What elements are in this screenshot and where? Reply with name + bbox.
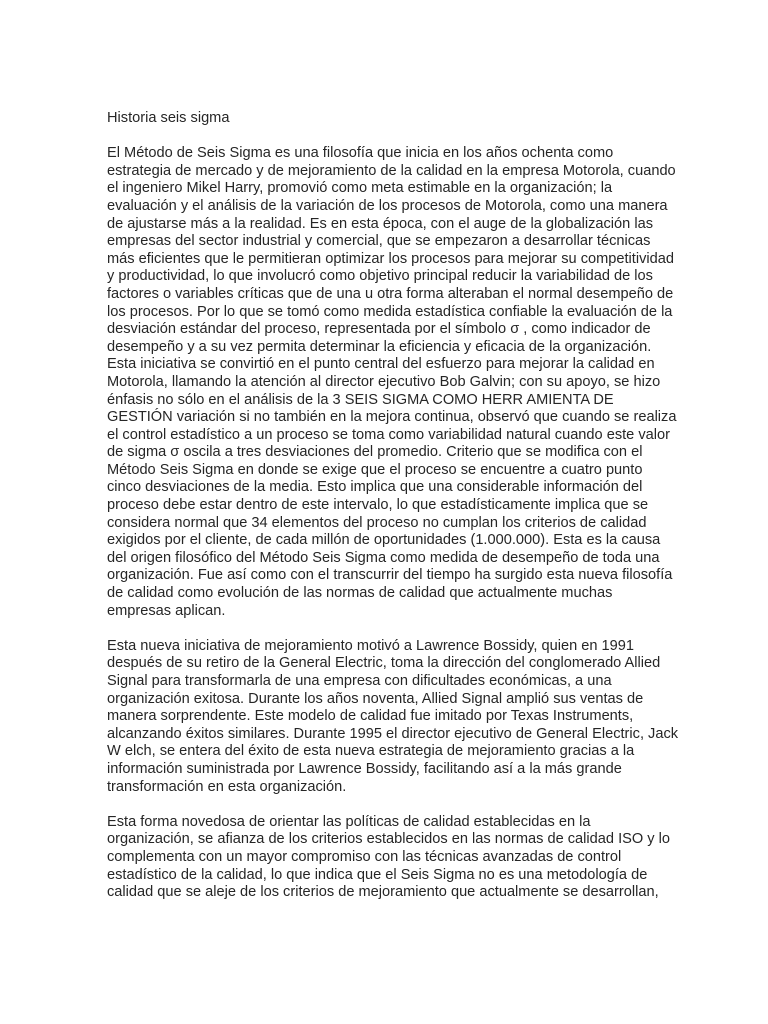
text-line: exigidos por el cliente, de cada millón de oportunidades (1.000.000). Esta es la causa bbox=[107, 532, 661, 549]
text-line: énfasis no sólo en el análisis de la 3 SEIS SIGMA COMO HERR AMIENTA DE bbox=[107, 391, 614, 408]
text-line: empresas aplican. bbox=[107, 602, 226, 619]
text-line: y productividad, lo que involucró como objetivo principal reducir la variabilidad de los bbox=[107, 268, 653, 285]
text-line: El Método de Seis Sigma es una filosofía que inicia en los años ochenta como bbox=[107, 145, 614, 162]
text-line: Esta forma novedosa de orientar las políticas de calidad establecidas en la bbox=[107, 813, 591, 830]
text-line: calidad que se aleje de los criterios de mejoramiento que actualmente se desarrollan, bbox=[107, 884, 659, 901]
text-line: Método Seis Sigma en donde se exige que el proceso se encuentre a cuatro punto bbox=[107, 461, 643, 478]
text-line: Esta iniciativa se convirtió en el punto central del esfuerzo para mejorar la calidad en bbox=[107, 356, 655, 373]
paragraph bbox=[107, 638, 697, 796]
text-line: de sigma σ oscila a tres desviaciones del promedio. Criterio que se modifica con el bbox=[107, 444, 643, 461]
document-body bbox=[107, 110, 697, 919]
text-line: estadístico de la calidad, lo que indica que el Seis Sigma no es una metodología de bbox=[107, 866, 648, 883]
text-line: complementa con un mayor compromiso con las técnicas avanzadas de control bbox=[107, 848, 622, 865]
text-line: manera sorprendente. Este modelo de calidad fue imitado por Texas Instruments, bbox=[107, 708, 634, 725]
paragraphs-container bbox=[107, 145, 697, 902]
text-line: evaluación y el análisis de la variación de los procesos de Motorola, como una manera bbox=[107, 197, 668, 214]
text-line: desempeño y a su vez permita determinar la eficiencia y eficacia de la organización. bbox=[107, 338, 652, 355]
text-line: considera normal que 34 elementos del proceso no cumplan los criterios de calidad bbox=[107, 514, 647, 531]
text-line: desviación estándar del proceso, representada por el símbolo σ , como indicador de bbox=[107, 321, 651, 338]
text-line: más eficientes que le permitieran optimizar los procesos para mejorar su competitividad bbox=[107, 250, 674, 267]
text-line: empresas del sector industrial y comercial, que se empezaron a desarrollar técnicas bbox=[107, 233, 651, 250]
text-line: organización exitosa. Durante los años noventa, Allied Signal amplió sus ventas de bbox=[107, 690, 644, 707]
text-line: información suministrada por Lawrence Bossidy, facilitando así a la más grande bbox=[107, 760, 622, 777]
text-line: proceso debe estar dentro de este intervalo, lo que estadísticamente implica que se bbox=[107, 497, 649, 514]
text-line: estrategia de mercado y de mejoramiento de la calidad en la empresa Motorola, cuando bbox=[107, 162, 676, 179]
text-line: alcanzando éxitos similares. Durante 1995 el director ejecutivo de General Electric, Jack bbox=[107, 725, 679, 742]
paragraph bbox=[107, 814, 697, 902]
document-title: Historia seis sigma bbox=[107, 110, 230, 126]
paragraph bbox=[107, 145, 697, 620]
text-line: Signal para transformarla de una empresa con dificultades económicas, a una bbox=[107, 673, 612, 689]
text-line: del origen filosófico del Método Seis Sigma como medida de desempeño de toda una bbox=[107, 549, 660, 566]
text-line: organización, se afianza de los criterios establecidos en las normas de calidad ISO y lo bbox=[107, 831, 670, 848]
text-line: organización. Fue así como con el transcurrir del tiempo ha surgido esta nueva filosofía bbox=[107, 567, 673, 584]
text-line: de calidad como evolución de las normas de calidad que actualmente muchas bbox=[107, 585, 613, 602]
text-line: el ingeniero Mikel Harry, promovió como meta estimable en la organización; la bbox=[107, 180, 613, 197]
text-line: Motorola, llamando la atención al director ejecutivo Bob Galvin; con su apoyo, se hizo bbox=[107, 373, 661, 390]
text-line: W elch, se entera del éxito de esta nueva estrategia de mejoramiento gracias a la bbox=[107, 743, 635, 760]
text-line: transformación en esta organización. bbox=[107, 778, 347, 795]
text-line: GESTIÓN variación si no también en la mejora continua, observó que cuando se realiza bbox=[107, 409, 677, 426]
text-line: de ajustarse más a la realidad. Es en esta época, con el auge de la globalización las bbox=[107, 215, 653, 232]
text-line: cinco desviaciones de la media. Esto implica que una considerable información del bbox=[107, 479, 643, 496]
text-line: factores o variables críticas que de una u otra forma alteraban el normal desempeño de bbox=[107, 285, 674, 302]
text-line: después de su retiro de la General Electric, toma la dirección del conglomerado Allied bbox=[107, 655, 661, 672]
text-line: Esta nueva iniciativa de mejoramiento motivó a Lawrence Bossidy, quien en 1991 bbox=[107, 637, 635, 654]
text-line: los procesos. Por lo que se tomó como medida estadística confiable la evaluación de la bbox=[107, 303, 673, 320]
text-line: el control estadístico a un proceso se toma como variabilidad natural cuando este valor bbox=[107, 426, 670, 443]
